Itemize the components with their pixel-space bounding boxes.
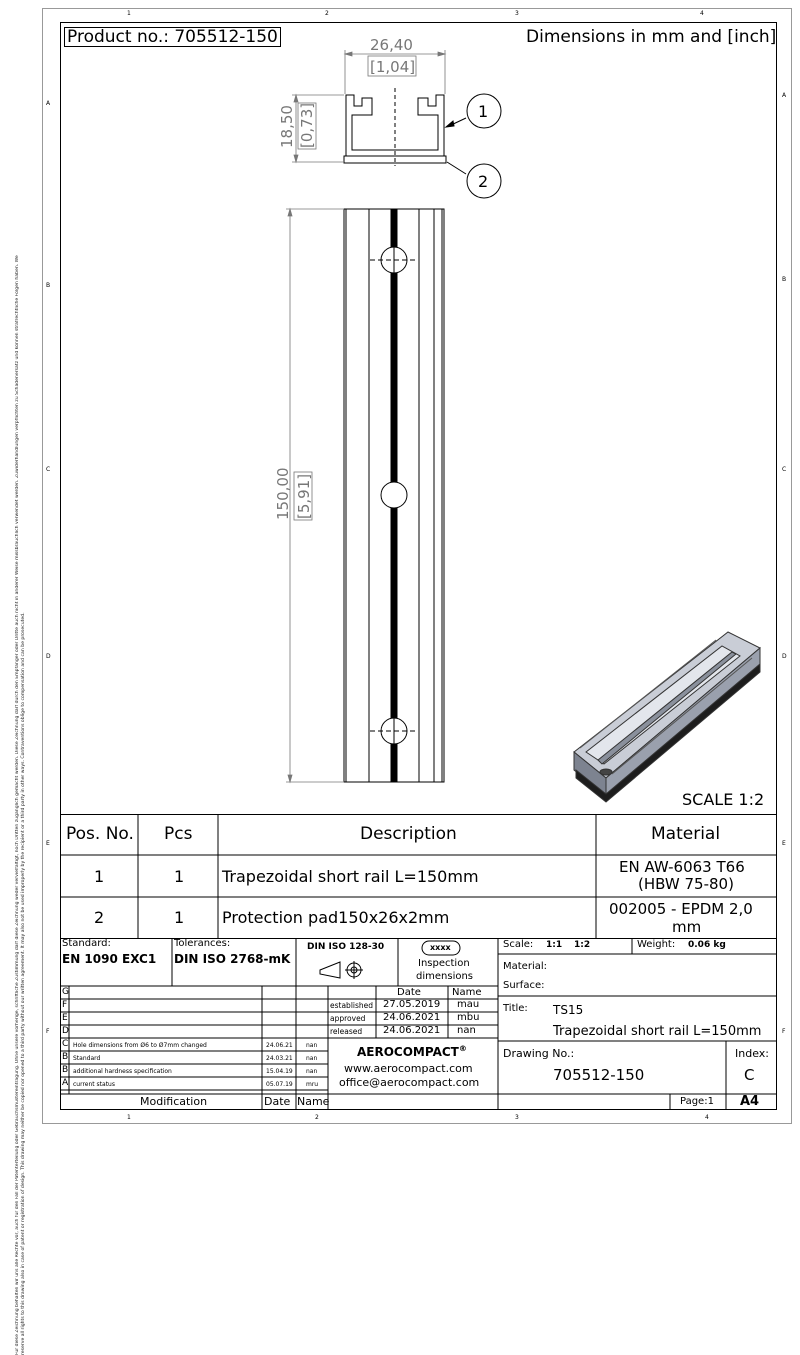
mod-row-e-idx: E xyxy=(62,1013,68,1023)
parts-row-1-material-1: EN AW-6063 T66 xyxy=(619,858,745,876)
row-label-c: C xyxy=(46,466,51,473)
hole-middle xyxy=(381,482,407,508)
mod-row-a-text: current status xyxy=(73,1081,115,1088)
mod-row-b2-text: additional hardness specification xyxy=(73,1068,172,1075)
hole-bottom xyxy=(370,713,418,749)
parts-header-pos: Pos. No. xyxy=(66,824,134,844)
title-sub: Trapezoidal short rail L=150mm xyxy=(553,1024,762,1039)
index-value: C xyxy=(744,1066,755,1084)
tolerances-value: DIN ISO 2768-mK xyxy=(174,952,291,966)
row-label-f: F xyxy=(46,1028,50,1035)
height-inch-label: [0,73] xyxy=(298,102,316,148)
company-name-text: AEROCOMPACT xyxy=(357,1045,459,1059)
parts-row-2-pcs: 1 xyxy=(174,908,185,927)
balloon-2-label: 2 xyxy=(478,172,489,191)
weight-value: 0.06 kg xyxy=(688,940,726,950)
parts-row-2-pos: 2 xyxy=(94,908,105,927)
rail-isometric-view xyxy=(574,632,760,802)
scale-value-1: 1:1 xyxy=(546,940,563,950)
row-label-d: D xyxy=(46,653,51,660)
approval-released-date: 24.06.2021 xyxy=(383,1025,441,1036)
material-label: Material: xyxy=(503,961,547,972)
parts-header-pcs: Pcs xyxy=(164,824,193,844)
approval-approved-date: 24.06.2021 xyxy=(383,1012,441,1023)
mod-row-d-idx: D xyxy=(62,1026,69,1036)
mod-row-b2-date: 15.04.19 xyxy=(266,1068,293,1075)
mod-row-a-idx: A xyxy=(62,1078,69,1088)
parts-row-1-material-2: (HBW 75-80) xyxy=(638,875,734,893)
tolerances-label: Tolerances: xyxy=(174,938,231,949)
surface-label: Surface: xyxy=(503,980,545,991)
mod-row-b2-idx: B xyxy=(62,1065,69,1075)
balloon-1-label: 1 xyxy=(478,102,489,121)
inspection-line1: Inspection xyxy=(418,958,470,969)
company-reg-mark: ® xyxy=(458,1044,467,1053)
balloon-1 xyxy=(446,94,501,128)
mod-row-f-idx: F xyxy=(62,1000,68,1010)
weight-label: Weight: xyxy=(637,939,676,950)
mod-row-a-date: 05.07.19 xyxy=(266,1081,293,1088)
mod-footer-date: Date xyxy=(264,1095,291,1108)
scale-label: SCALE 1:2 xyxy=(682,790,765,809)
balloon-2 xyxy=(447,162,501,198)
approval-header-name: Name xyxy=(452,987,482,998)
din-iso-label: DIN ISO 128-30 xyxy=(307,942,385,952)
standard-label: Standard: xyxy=(62,938,111,949)
mod-row-b1-idx: B xyxy=(62,1052,69,1062)
row-label-c-right: C xyxy=(782,466,787,473)
company-email[interactable]: office@aerocompact.com xyxy=(339,1076,480,1089)
parts-list xyxy=(60,814,777,939)
inspection-line2: dimensions xyxy=(416,971,474,982)
approval-released-label: released xyxy=(330,1027,363,1036)
approval-header-date: Date xyxy=(397,987,421,998)
mod-row-b2-name: nan xyxy=(306,1068,318,1075)
scale-value-2: 1:2 xyxy=(574,940,591,950)
approval-approved-name: mbu xyxy=(457,1012,480,1023)
col-label-3-bottom: 3 xyxy=(515,1114,519,1121)
projection-symbol xyxy=(320,961,363,979)
row-label-b-right: B xyxy=(782,276,787,283)
col-label-4-bottom: 4 xyxy=(705,1114,709,1121)
format-label: A4 xyxy=(740,1094,760,1109)
mod-footer-name: Name xyxy=(297,1095,330,1108)
standard-value: EN 1090 EXC1 xyxy=(62,952,157,966)
title-value: TS15 xyxy=(553,1003,584,1017)
row-label-a: A xyxy=(46,100,51,107)
page-label: Page:1 xyxy=(680,1096,714,1107)
company-name xyxy=(357,1044,467,1059)
length-inch-label: [5,91] xyxy=(295,473,313,519)
parts-row-1-pos: 1 xyxy=(94,867,105,886)
row-label-e: E xyxy=(46,840,50,847)
col-label-3: 3 xyxy=(515,10,519,17)
mod-row-b1-text: Standard xyxy=(73,1055,101,1062)
mod-row-c-text: Hole dimensions from Ø6 to Ø7mm changed xyxy=(73,1042,207,1049)
width-mm-label: 26,40 xyxy=(370,36,413,54)
parts-row-1-pcs: 1 xyxy=(174,867,185,886)
inspection-badge: xxxx xyxy=(430,943,451,952)
row-label-a-right: A xyxy=(782,92,787,99)
mod-row-b1-name: nan xyxy=(306,1055,318,1062)
product-number: Product no.: 705512-150 xyxy=(64,27,281,47)
height-mm-label: 18,50 xyxy=(278,105,296,148)
approval-approved-label: approved xyxy=(330,1014,366,1023)
col-label-4: 4 xyxy=(700,10,704,17)
modification-list xyxy=(60,986,328,1094)
mod-row-a-name: mru xyxy=(306,1081,319,1088)
legal-side-note-text: Für diese Zeichnung behalten wir uns alle Rechte vor, auch für den Fall der Patenterteilung oder Gebrauchsmustereintragung. Ohne unsere vorherige, schriftliche Zustimmung darf diese Zeichnung weder vervielfältigt, noch Dritten zugänglich gemacht werden. Diese Zeichnung darf durch den Empfänger oder Dritte auch nicht in anderer Weise missbräuchlich verwendet werden. Zuwiderhandlungen verpflichten zu Schadenersatz und können strafrechtliche Folgen haben. We reserve all rights to this drawing also in case of patent or registration of design. This drawing may neither be copied nor opened to a third party without our written agreement. It may also not be used improperly by the recipient or a third party in other ways. Contraventions oblige to compensation and can be prosecuted. xyxy=(15,255,26,1355)
parts-row-2-material-1: 002005 - EPDM 2,0 xyxy=(609,900,753,918)
approval-established-label: established xyxy=(330,1001,374,1010)
parts-header-desc: Description xyxy=(360,824,457,844)
parts-header-material: Material xyxy=(651,824,721,844)
mod-row-c-name: nan xyxy=(306,1042,318,1049)
row-label-f-right: F xyxy=(782,1028,786,1035)
scale-block-label: Scale: xyxy=(503,939,534,950)
row-label-d-right: D xyxy=(782,653,787,660)
approval-released-name: nan xyxy=(457,1025,476,1036)
index-label: Index: xyxy=(735,1047,769,1060)
mod-row-c-idx: C xyxy=(62,1039,69,1049)
rail-profile-view xyxy=(344,88,446,166)
hole-top xyxy=(370,242,418,278)
drawing-no-value: 705512-150 xyxy=(553,1066,645,1084)
col-label-1-bottom: 1 xyxy=(127,1114,131,1121)
dimensions-note: Dimensions in mm and [inch] xyxy=(526,27,777,47)
parts-row-2-material-2: mm xyxy=(672,918,702,936)
col-label-1: 1 xyxy=(127,10,131,17)
title-label: Title: xyxy=(503,1003,528,1014)
row-label-b: B xyxy=(46,282,51,289)
mod-footer-modification: Modification xyxy=(140,1095,208,1108)
drawing-no-label: Drawing No.: xyxy=(503,1047,575,1060)
company-website[interactable]: www.aerocompact.com xyxy=(344,1062,473,1075)
mod-row-b1-date: 24.03.21 xyxy=(266,1055,293,1062)
col-label-2-bottom: 2 xyxy=(315,1114,319,1121)
row-label-e-right: E xyxy=(782,840,786,847)
parts-row-1-desc: Trapezoidal short rail L=150mm xyxy=(222,867,479,886)
col-label-2: 2 xyxy=(325,10,329,17)
mod-row-g-idx: G xyxy=(62,987,69,997)
mod-row-c-date: 24.06.21 xyxy=(266,1042,293,1049)
length-mm-label: 150,00 xyxy=(274,467,292,520)
approval-established-date: 27.05.2019 xyxy=(383,999,441,1010)
parts-row-2-desc: Protection pad150x26x2mm xyxy=(222,908,450,927)
approval-established-name: mau xyxy=(457,999,480,1010)
width-inch-label: [1,04] xyxy=(370,58,416,76)
